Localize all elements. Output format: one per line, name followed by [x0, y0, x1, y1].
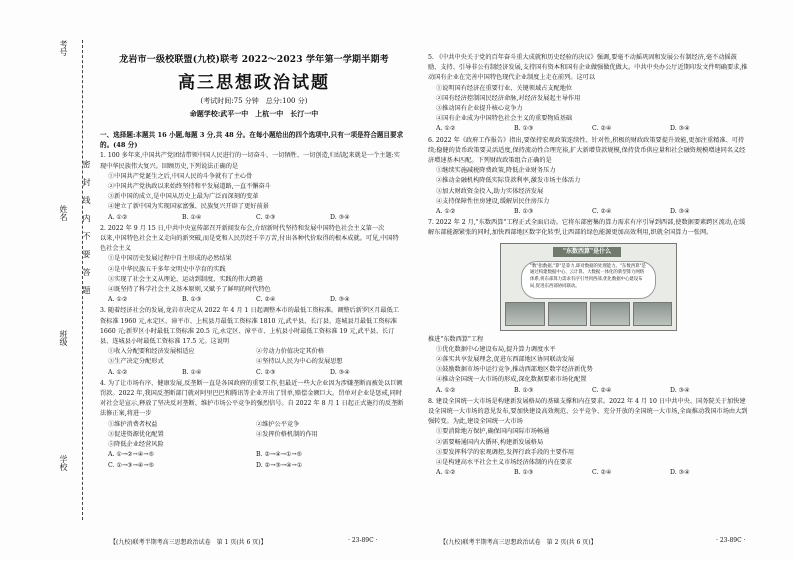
option-statement: ③要发挥科学的宏观调控,发挥行政手段的主要作用 [436, 448, 575, 456]
paper-header [100, 52, 408, 119]
answer-choice[interactable]: D. ③④ [670, 125, 690, 133]
page-2-code: · 23-89C · [716, 537, 746, 544]
school-label: 学校 [59, 455, 68, 471]
option-statement: ①要消除地方保护,确保国内国际市场畅通 [436, 428, 550, 436]
answer-choice[interactable]: C. ②④ [592, 208, 612, 216]
page-1-footer: 【(九校)联考半期考高三思想政治试卷 第 1 页(共 6 页)】 [110, 539, 267, 546]
option-statement: ②推动金融机构降低实际贷款利率,激发市场主体活力 [436, 177, 581, 185]
answer-choice[interactable]: B. ①③ [514, 208, 534, 216]
question-stem: 2. 2022 年 9 月 15 日,中共中央宣传部召开新闻发布会,介绍新时代坚持和发展中国特色社会主义第一次 [100, 224, 385, 232]
answer-choice[interactable]: A. ①② [108, 213, 128, 221]
question-6 [428, 136, 748, 218]
answer-choices [428, 468, 748, 478]
class-label: 班级 [59, 330, 68, 346]
answer-choices [428, 386, 748, 396]
question-stem-cont: 以来,中国特色社会主义走向的新突破,而是党和人民历经千辛万苦,付出各种代价取得的根本成就。可见,中国特色社会主义 [100, 235, 399, 253]
answer-choice[interactable]: C. ①→③→④→⑤ [108, 461, 155, 469]
option-statement: ④建立了新中国为实现国家富强、民族复兴开辟了更好前景 [108, 203, 269, 211]
paper-subtitle: 龙岩市一级校联盟(九校)联考 2022～2023 学年第一学期半期考 [119, 55, 389, 65]
option-statement: ①继续实施减税降费政策,降低企业财务压力 [436, 167, 556, 175]
answer-choice[interactable]: D. ③④ [330, 368, 350, 376]
answer-choice[interactable]: B. ①④ [182, 368, 202, 376]
option-statement: ④坚持以人民为中心的发展思想 [256, 358, 343, 366]
question-2 [100, 224, 404, 306]
answer-choice[interactable]: C. ②④ [592, 386, 612, 394]
answer-choice[interactable]: D. ③④ [330, 213, 350, 221]
option-statement: ④支持保障性住房建设,缓解居民住房压力 [436, 197, 550, 205]
option-grid [100, 347, 404, 367]
answer-choices [100, 368, 404, 378]
page-1-code: · 23-89C · [348, 537, 378, 544]
answer-choice[interactable]: C. ②③ [256, 213, 276, 221]
exam-no-field[interactable] [58, 40, 69, 56]
question-stem: 5. 《中共中央关于党的百年奋斗重大成就和历史经验的决议》强调,要毫不动摇巩固和发展公有制经济,毫不动摇鼓励、支持、引导非公有制经济发展,支持国有资本和国有企业做强做优做大。中共中央办公厅近期印发文件明确要求,推动国有企业在完善中国特色现代企业制度上走在前列。这可以 [428, 54, 748, 82]
option-statement: ①优化数据中心建设布局,提升算力调度水平 [436, 345, 556, 353]
setting-schools: 命题学校:武平一中 上杭一中 长汀一中 [189, 109, 319, 118]
seal-text: 密封线内不要答题 [82, 160, 91, 304]
option-statement: ③促进资源优化配置 [108, 430, 164, 438]
answer-choices [428, 124, 748, 134]
question-stem: 8. 建设全国统一大市场是构建新发展格局的基础支撑和内在要求。2022 年 4 月 10 日中共中央、国务院关于加快建设全国统一大市场的意见发布,要加快建设高效规范、公平竞争、充分开放的全国统一大市场,全面推动我国市场由大到强转变。为此,建设全国统一大市场 [428, 397, 748, 426]
question-stem: 3. 随着经济社会的发展,龙岩市决定从 2022 年 4 月 1 日起调整本市的最低工资标准。调整后新罗区月最低工资标准 1960 元,永定区、漳平市、上杭县月最低工资标准 1810 元,武平县、长汀县、连城县月最低工资标准 1660 元;新罗区小时最低工资标准 20.5 元,永定区、漳平市、上杭县小时最低工资标准 19 元,武平县、长汀县、连城县小时最低工资标准 17.5 元。这说明 [100, 307, 399, 346]
question-4 [100, 379, 404, 471]
answer-choices [100, 450, 404, 470]
option-statement: ③推动国有企业提升核心竞争力 [436, 105, 523, 113]
infographic-title: "东数西算"是什么 [553, 247, 621, 257]
answer-choice[interactable]: D. ③④ [330, 296, 350, 304]
answer-choice[interactable]: A. ①② [108, 368, 128, 376]
class-field[interactable] [58, 330, 69, 346]
answer-choice[interactable]: C. ②④ [592, 469, 612, 477]
option-statement: ①维护消费者权益 [108, 420, 158, 428]
answer-choice[interactable]: B. ②→④→①→⑤ [256, 451, 303, 459]
answer-choice[interactable]: A. ①② [436, 469, 456, 477]
page-2-footer: 【(九校)联考半期考高三思想政治试卷 第 2 页(共 6 页)】 [440, 539, 597, 546]
exam-no-label: 考号 [59, 40, 68, 56]
answer-choice[interactable]: A. ①② [436, 386, 456, 394]
binding-margin [0, 0, 100, 561]
option-statement: ②需要畅通国内大循环,构建新发展格局 [436, 438, 544, 446]
answer-choice[interactable]: D. ②→③→④→① [256, 461, 303, 469]
option-grid [100, 420, 404, 451]
school-field[interactable] [58, 455, 69, 471]
answer-choices [100, 213, 404, 223]
option-statement: ①是中国历史发展过程中自主形成的必然结果 [108, 255, 232, 263]
question-3 [100, 306, 404, 377]
section-heading: 一、选择题:本题共 16 小题,每题 3 分,共 48 分。在每小题给出的四个选项中,只有一项是符合题目要求的。(48 分) [100, 131, 404, 150]
option-statement: ①说明国有经济在重要行业、关键领域占支配地位 [436, 84, 573, 92]
answer-choice[interactable]: B. ①③ [514, 386, 534, 394]
answer-choices [428, 207, 748, 217]
option-statement: ④推动全国统一大市场的形成,深化数据要素市场化配置 [436, 376, 587, 384]
answer-choice[interactable]: A. ①② [436, 208, 456, 216]
option-statement: ②国有经济控制国民经济命脉,对经济发展起主导作用 [436, 94, 581, 102]
answer-choice[interactable]: C. ②④ [256, 296, 276, 304]
option-statement: ④国有企业成为中国特色社会主义的重要物质基础 [436, 115, 573, 123]
option-statement: ③加大财政资金投入,助力实体经济发展 [436, 187, 544, 195]
option-statement: ②是中华民族五千多年文明史中孕育的实践 [108, 265, 226, 273]
option-statement: ③实现了社会主义从理论、运动到制度、实践的伟大跨越 [108, 275, 263, 283]
option-statement: ①收入分配要和经济发展相适应 [108, 348, 195, 356]
answer-choice[interactable]: C. ②③ [256, 368, 276, 376]
name-label: 姓名 [59, 205, 68, 221]
answer-choice[interactable]: C. ②④ [592, 125, 612, 133]
question-stem: 4. 为了让市场有序、健康发展,反垄断一直是各国政府的重要工作,但最近一些大企业因为涉嫌垄断而被处以巨额罚款。2022 年,我国反垄断部门就对阿里巴巴和腾讯等企业开出了罚单,赔偿金额巨大。罚单对企业是惩戒,同时对社会是宣示,释放了坚决反对垄断、维护市场公平竞争的强烈信号。自 2022 年 8 月 1 日起正式施行的反垄断法修正案,将进一步 [100, 379, 404, 418]
east-data-west-computing-infographic [500, 243, 677, 331]
paper-title: 高三思想政治试题 [178, 73, 330, 93]
answer-choice[interactable]: D. ③④ [670, 208, 690, 216]
answer-choice[interactable]: A. ①② [108, 296, 128, 304]
question-1 [100, 151, 404, 222]
infographic-text: "数"指数据,"算"是算力,即对数据的处理能力。"东数西算"是通过构建数据中心、云计算、大数据一体化的新型算力网络体系,将东部算力需求有序引导到西部,优化数据中心建设布局,促进东西部协同联动。 [521, 261, 656, 299]
infographic-photo-strip [505, 302, 672, 326]
option-statement: ①中国共产党诞生之后,中国人民的斗争就有了主心骨 [108, 172, 253, 180]
answer-choice[interactable]: B. ①③ [514, 469, 534, 477]
option-statement: ③生产决定分配形式 [108, 358, 164, 366]
question-5 [428, 53, 748, 135]
question-stem-cont: 推进"东数西算"工程 [428, 335, 484, 343]
option-statement: ③新中国的成立,是中国从历史上最为广泛而深刻的变革 [108, 193, 259, 201]
answer-choice[interactable]: B. ①③ [182, 296, 202, 304]
answer-choices [100, 295, 404, 305]
right-column [428, 52, 748, 479]
answer-choice[interactable]: B. ①④ [182, 213, 202, 221]
question-stem: 7. 2022 年 2 月,"东数西算"工程正式全面启动。它将东部密集的算力需求有序引导到西部,使数据要素跨区流动,在缓解东部能源紧张的同时,加快西部地区数字化转型,让西部的绿色能源更加高效利用,织就全国算力一张网。 [428, 219, 746, 237]
answer-choice[interactable]: D. ③④ [670, 469, 690, 477]
option-statement: ②中国共产党执政以来始终坚持和平发展道路,一直不懈奋斗 [108, 183, 271, 191]
data-center-photo [548, 302, 588, 326]
answer-choice[interactable]: A. ①② [436, 125, 456, 133]
question-stem: 1. 100 多年来,中国共产党团结带领中国人民进行的一切奋斗、一切牺牲、一切创造,归结起来就是一个主题:实现中华民族伟大复兴。回顾历史,下列说法正确的是 [100, 152, 400, 170]
option-statement: ④既坚持了科学社会主义基本原则,又赋予了鲜明的时代特色 [108, 286, 271, 294]
option-statement: ②落实共享发展理念,促进东西部地区协同联动发展 [436, 356, 575, 364]
option-statement: ⑤降低企业经营风险 [108, 441, 164, 449]
exam-info: (考试时间:75 分钟 总分:100 分) [200, 97, 308, 105]
answer-choice[interactable]: A. ①→②→④→⑤ [108, 451, 155, 459]
option-statement: ②劳动力价值决定其价格 [256, 348, 325, 356]
option-statement: ③鼓励数据市场中运行竞争,推动西部地区数字经济新优势 [436, 366, 593, 374]
answer-choice[interactable]: B. ①③ [514, 125, 534, 133]
data-center-photo [505, 302, 545, 326]
left-column [100, 130, 404, 471]
option-statement: ④是构建高水平社会主义市场经济体制的内在要求 [436, 459, 573, 467]
answer-choice[interactable]: D. ③④ [670, 386, 690, 394]
data-center-photo [633, 302, 673, 326]
name-field[interactable] [58, 205, 69, 221]
question-stem: 6. 2022 年《政府工作报告》指出,要保持宏观政策连续性、针对性,积极的财政政策要提升效能,更加注重精准、可持续;稳健的货币政策要灵活适度,保持流动性合理充裕,扩大新增贷款规模,保持货币供应量和社会融资规模增速同名义经济增速基本匹配。下列财政政策组合正确的是 [428, 136, 746, 165]
question-7 [428, 218, 748, 396]
option-statement: ②维护公平竞争 [256, 420, 300, 428]
option-statement: ④发挥价格机制的作用 [256, 430, 318, 438]
question-8 [428, 397, 748, 479]
data-center-photo [590, 302, 630, 326]
